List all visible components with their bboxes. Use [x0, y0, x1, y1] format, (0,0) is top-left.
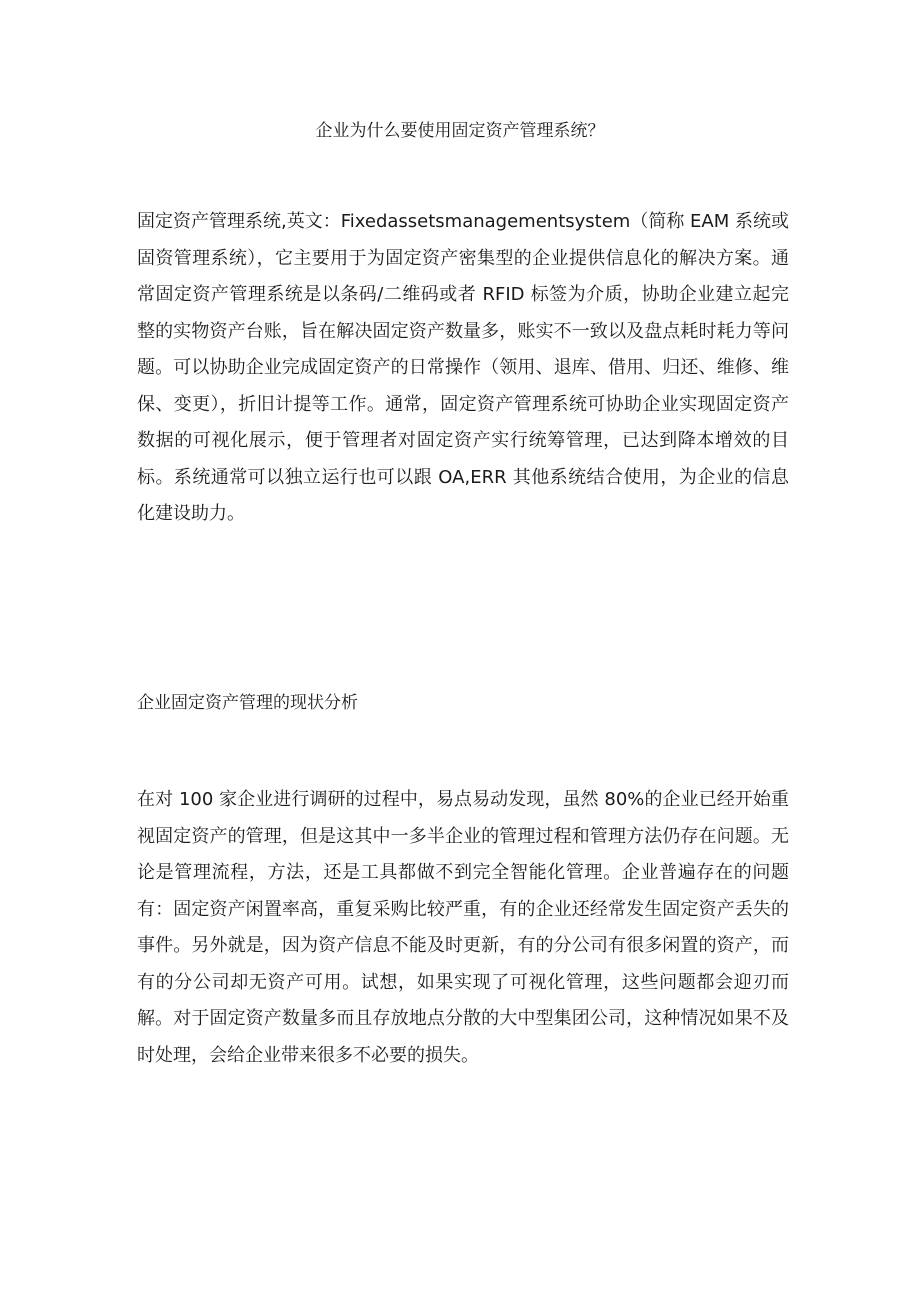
analysis-paragraph: 在对 100 家企业进行调研的过程中，易点易动发现，虽然 80%的企业已经开始重视固定资产的管理，但是这其中一多半企业的管理过程和管理方法仍存在问题。无论是管理流程，方法，还是工具都做不到完全智能化管理。企业普遍存在的问题有：固定资产闲置率高，重复采购比较严重，有的企业还经常发生固定资产丢失的事件。另外就是，因为资产信息不能及时更新，有的分公司有很多闲置的资产，而有的分公司却无资产可用。试想，如果实现了可视化管理，这些问题都会迎刃而解。对于固定资产数量多而且存放地点分散的大中型集团公司，这种情况如果不及时处理，会给企业带来很多不必要的损失。	[137, 789, 789, 1066]
document-title: 企业为什么要使用固定资产管理系统？	[315, 121, 605, 141]
intro-paragraph: 固定资产管理系统,英文：Fixedassetsmanagementsystem（简称 EAM 系统或固资管理系统），它主要用于为固定资产密集型的企业提供信息化的解决方案。通常固定资产管理系统是以条码/二维码或者 RFID 标签为介质，协助企业建立起完整的实物资产台账，旨在解决固定资产数量多，账实不一致以及盘点耗时耗力等问题。可以协助企业完成固定资产的日常操作（领用、退库、借用、归还、维修、维保、变更），折旧计提等工作。通常，固定资产管理系统可协助企业实现固定资产数据的可视化展示，便于管理者对固定资产实行统筹管理，已达到降本增效的目标。系统通常可以独立运行也可以跟 OA,ERR 其他系统结合使用，为企业的信息化建设助力。	[137, 211, 789, 524]
section-heading: 企业固定资产管理的现状分析	[137, 693, 358, 713]
